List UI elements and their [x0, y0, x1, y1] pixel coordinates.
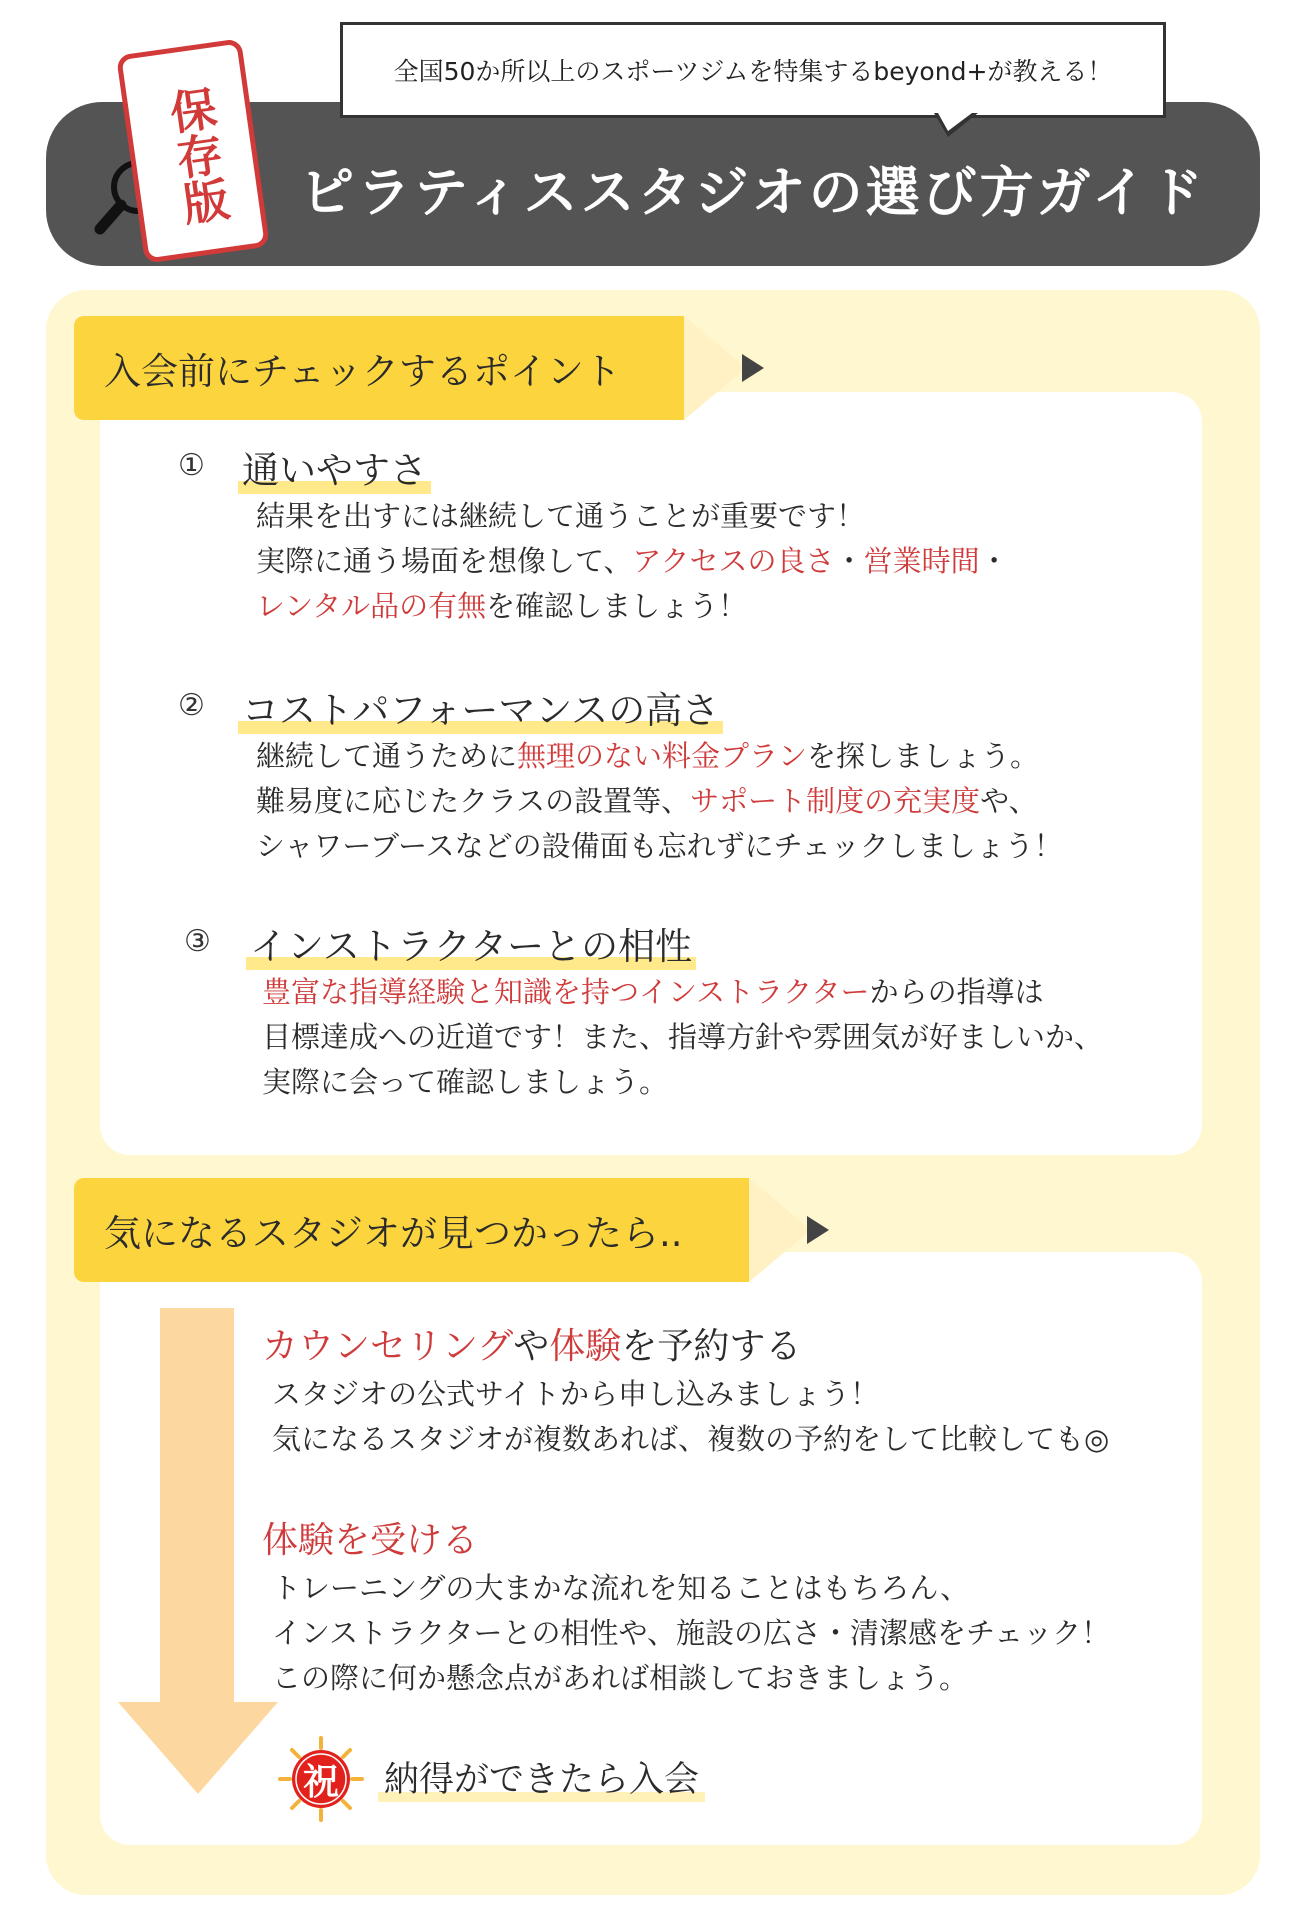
page-title: ピラティススタジオの選び方ガイド	[300, 161, 1207, 224]
body-line: レンタル品の有無を確認しましょう！	[256, 589, 748, 623]
body-line: 継続して通うために無理のない料金プランを探しましょう。	[256, 739, 1040, 773]
step-title: カウンセリングや体験を予約する	[262, 1326, 802, 1367]
item-title: インストラクターとの相性	[246, 916, 696, 970]
final-step-text: 納得ができたら入会	[378, 1752, 705, 1802]
body-line: 実際に通う場面を想像して、アクセスの良さ・営業時間・	[256, 544, 1009, 578]
section-heading-checkpoints	[74, 316, 684, 420]
item-number: ①	[178, 448, 205, 483]
item-body	[262, 970, 1103, 1105]
item-title: コストパフォーマンスの高さ	[238, 680, 723, 734]
body-line: 目標達成への近道です！また、指導方針や雰囲気が好ましいか、	[262, 1020, 1104, 1054]
step-body	[272, 1372, 1109, 1462]
body-line: 難易度に応じたクラスの設置等、サポート制度の充実度や、	[256, 784, 1038, 818]
body-line: 気になるスタジオが複数あれば、複数の予約をして比較しても◎	[272, 1422, 1110, 1456]
tag-tip	[749, 1178, 811, 1282]
item-number: ③	[184, 924, 211, 959]
bubble-text: 全国50か所以上のスポーツジムを特集するbeyond+が教える！	[393, 57, 1113, 86]
body-line: スタジオの公式サイトから申し込みましょう！	[272, 1377, 879, 1411]
down-arrow-icon	[160, 1308, 234, 1708]
section-heading-text: 気になるスタジオが見つかったら..	[104, 1212, 683, 1255]
body-line: シャワーブースなどの設備面も忘れずにチェックしましょう！	[256, 829, 1063, 863]
item-body	[256, 734, 1063, 869]
stamp-text: 保存版	[160, 83, 234, 228]
body-line: 豊富な指導経験と知識を持つインストラクターからの指導は	[262, 975, 1044, 1009]
section-heading-next-steps	[74, 1178, 749, 1282]
tag-tip	[684, 316, 746, 420]
step-title: 体験を受ける	[262, 1520, 479, 1561]
item-number: ②	[178, 688, 205, 723]
speech-bubble	[340, 22, 1166, 118]
body-line: トレーニングの大まかな流れを知ることはもちろん、	[272, 1571, 970, 1605]
body-line: この際に何か懸念点があれば相談しておきましょう。	[272, 1661, 969, 1695]
celebration-badge-text: 祝	[302, 1761, 339, 1803]
down-arrow-head	[118, 1702, 278, 1794]
tag-point	[742, 354, 764, 382]
body-line: 実際に会って確認しましょう。	[262, 1065, 669, 1099]
body-line: 結果を出すには継続して通うことが重要です！	[256, 499, 866, 533]
section-heading-text: 入会前にチェックするポイント	[104, 350, 621, 393]
item-title: 通いやすさ	[238, 440, 431, 494]
bubble-tail-inner	[938, 113, 972, 131]
step-body	[272, 1566, 1110, 1701]
item-body	[256, 494, 1009, 629]
body-line: インストラクターとの相性や、施設の広さ・清潔感をチェック！	[272, 1616, 1111, 1650]
tag-point	[807, 1216, 829, 1244]
